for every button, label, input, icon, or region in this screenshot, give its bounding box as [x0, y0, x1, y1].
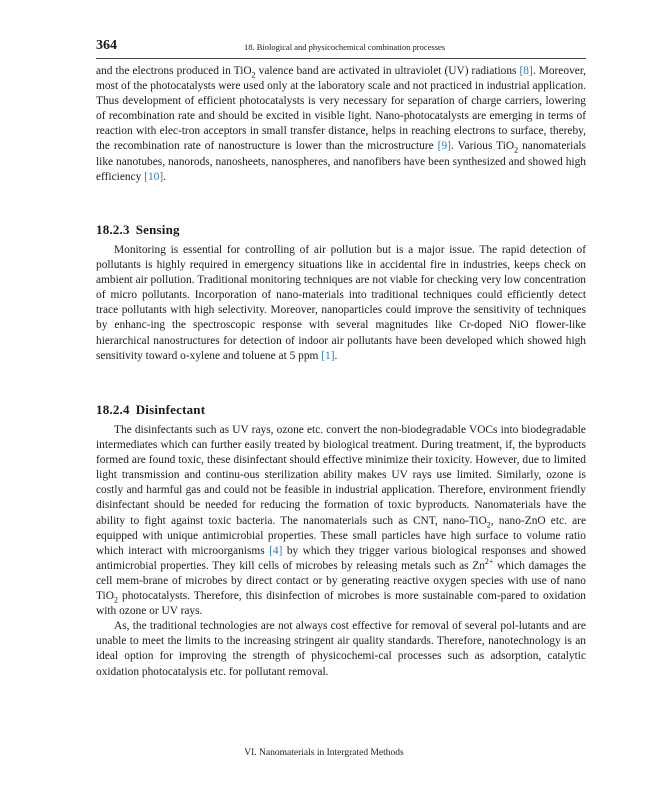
disinfectant-paragraph-1: The disinfectants such as UV rays, ozone etc. convert the non-biodegradable VOCs into biodegradable intermediates which can further easily treated by biological treatment. During treatment, if, the byproducts formed are found toxic, these disinfectant should effective minimize their toxicity. However, due to limited light transmission and continu-ous sterilization ability makes UV rays use limited. Similarly, ozone is costly and harmful gas and could not be feasible in industrial application. Therefore, environment friendly disinfectant should be needed for reducing the formation of toxic byproducts. Nanomaterials have the ability to fight against toxic bacteria. The nanomaterials such as CNT, nano-TiO$_2$, nano-ZnO etc. are equipped with unique antimicrobial properties. These small particles have high surface to volume ratio which interact with microorganisms [4] by which they trigger various biological responses and showed antimicrobial properties. They kill cells of microbes by releasing metals such as $Zn^{2+}$ which damages the cell mem-brane of microbes by direct contact or by generating reactive oxygen species with use of nano TiO$_2$ photocatalysts. Therefore, this disinfection of microbes is more sustainable com-pared to oxidation with ozone or UV rays. [96, 424, 587, 618]
page-number: 364 [96, 38, 117, 53]
header-rule [96, 58, 586, 59]
citation-link[interactable]: [8] [519, 65, 533, 77]
page-header [96, 38, 586, 58]
disinfectant-paragraphs [96, 423, 586, 680]
section-heading-disinfectant: 18.2.4 Disinfectant [96, 402, 206, 417]
running-head: 18. Biological and physicochemical combination processes [244, 42, 446, 52]
citation-link[interactable]: [1] [321, 349, 335, 362]
page-footer: VI. Nanomaterials in Intergrated Methods [244, 748, 404, 758]
section-heading-sensing: 18.2.3 Sensing [96, 222, 180, 237]
intro-paragraph: and the electrons produced in TiO$_2$ valence band are activated in ultraviolet (UV) radiations [8]. Moreover, most of the photocatalysts were used only at the laboratory scale and not practiced in industrial application. Thus development of efficient photocatalysts is very necessary for separation of charge carriers, lowering of recombination rate and should be excited in visible light. Nano-photocatalysts are emerging in terms of reaction with elec-tron acceptors in small transfer distance, helps in reaching electrons to surface, thereby, the recombination rate of nanostructure is lower than the microstructure [9]. Various TiO$_2$ nanomaterials like nanotubes, nanorods, nanosheets, nanospheres, and nanofibers have been synthesized and showed high efficiency [10]. [96, 65, 586, 183]
sensing-paragraph: Monitoring is essential for controlling of air pollution but is a major issue. The rapid detection of pollutants is highly required in emergency situations like in accidental fire in industries, keeps check on ambient air pollution. Traditional monitoring techniques are not viable for checking very low concentration of micro pollutants. Incorporation of nano-materials into traditional techniques could efficiently detect trace pollutants with high selectivity. Moreover, nanoparticles could improve the sensitivity of techniques by enhanc-ing the spectroscopic response with several magnitudes like Cr-doped NiO flower-like hierarchical nanostructures for detection of indoor air pollutants have been developed which showed high sensitivity toward o-xylene and toluene at 5 ppm [1]. [96, 244, 586, 362]
citation-link[interactable]: [9] [437, 140, 451, 153]
citation-link[interactable]: [10] [144, 170, 164, 183]
citation-link[interactable]: [4] [269, 544, 283, 557]
disinfectant-paragraph-2: As, the traditional technologies are not always cost effective for removal of several pol-lutants and are unable to meet the limits to the increasing stringent air quality standards. Therefore, nanotechnology is an ideal option for improving the strength of physicochemi-cal processes such as adsorption, catalytic oxidation photocatalysis etc. for pollutant removal. [96, 620, 586, 678]
